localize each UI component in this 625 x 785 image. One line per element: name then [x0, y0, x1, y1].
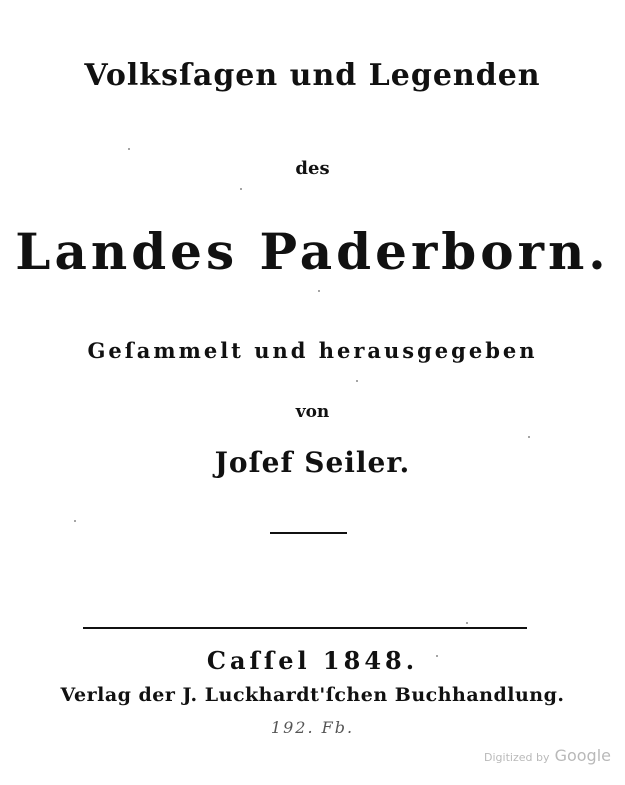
- digitized-watermark: [484, 746, 611, 765]
- print-speck: [466, 622, 468, 624]
- print-speck: [74, 520, 76, 522]
- google-logo: Google: [554, 746, 611, 765]
- print-speck: [128, 148, 130, 150]
- long-divider: [83, 627, 527, 629]
- print-speck: [240, 188, 242, 190]
- print-speck: [528, 436, 530, 438]
- title-des: des: [295, 158, 330, 179]
- print-speck: [356, 380, 358, 382]
- print-speck: [318, 290, 320, 292]
- collected-line: Geſammelt und herausgegeben: [87, 338, 538, 363]
- watermark-prefix: Digitized by: [484, 751, 550, 764]
- short-divider: [270, 532, 347, 534]
- author-name: Joſef Seiler.: [214, 446, 411, 479]
- publisher-line: Verlag der J. Luckhardt'ſchen Buchhandlung.: [60, 684, 565, 706]
- print-speck: [436, 655, 438, 657]
- von-line: von: [295, 402, 330, 422]
- place-year: Caſſel 1848.: [206, 646, 419, 675]
- shelfmark: 192. Fb.: [270, 718, 355, 737]
- title-line-2: Landes Paderborn.: [15, 222, 610, 281]
- title-line-1: Volksſagen und Legenden: [84, 58, 541, 93]
